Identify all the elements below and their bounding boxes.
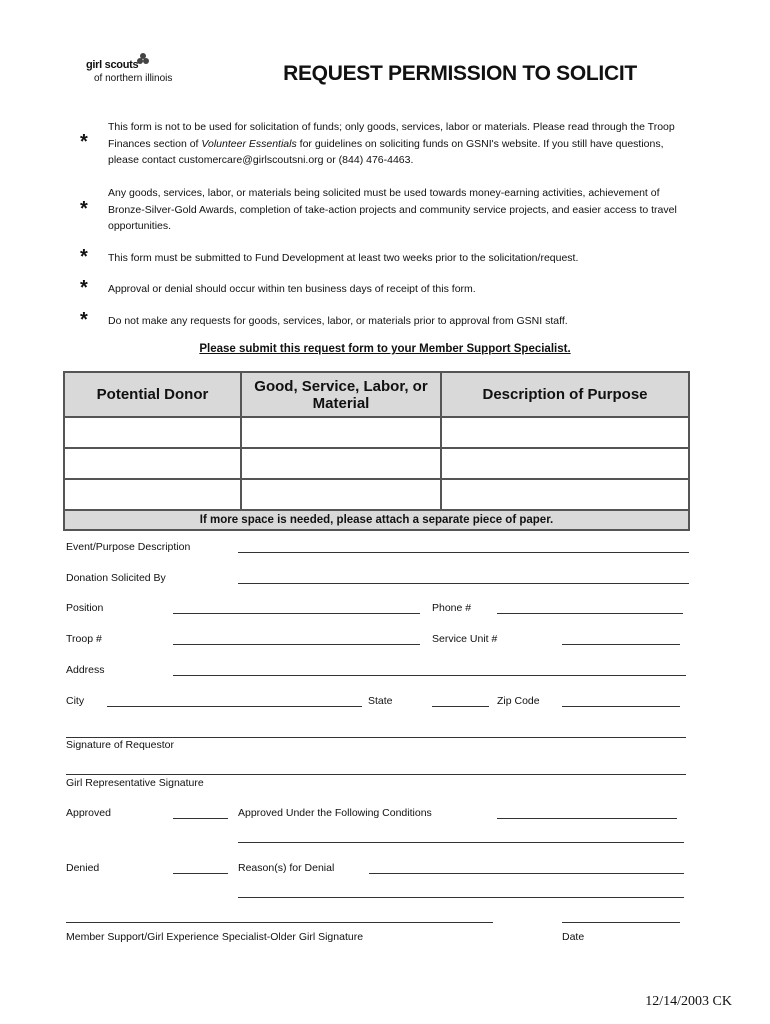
donation-field[interactable]	[238, 583, 689, 584]
table-cell[interactable]	[64, 417, 241, 448]
city-field[interactable]	[107, 706, 362, 707]
service-unit-field[interactable]	[562, 644, 680, 645]
table-footer-note: If more space is needed, please attach a separate piece of paper.	[64, 510, 689, 530]
bullet-star: *	[80, 309, 88, 331]
bullet-star: *	[80, 246, 88, 268]
reasons-field[interactable]	[369, 873, 684, 874]
bullet-star: *	[80, 131, 88, 153]
girl-scouts-logo	[86, 52, 196, 86]
troop-label: Troop #	[66, 633, 102, 645]
table-cell[interactable]	[64, 479, 241, 510]
reasons-field-line2[interactable]	[238, 897, 684, 898]
approved-conditions-label: Approved Under the Following Conditions	[238, 807, 432, 819]
bullet-text-2: Any goods, services, labor, or materials being solicited must be used towards money-earning activities, achievement of Bronze-Silver-Gold Awards, completion of take-action projects and community service projects, and easier access to travel opportunities.	[108, 187, 677, 232]
date-label: Date	[562, 931, 585, 943]
girl-signature-label: Girl Representative Signature	[66, 777, 204, 789]
zip-field[interactable]	[562, 706, 680, 707]
table-cell[interactable]	[241, 479, 441, 510]
bullet-1-italic: Volunteer Essentials	[201, 137, 297, 150]
phone-field[interactable]	[497, 613, 683, 614]
bullet-text-3: This form must be submitted to Fund Development at least two weeks prior to the solicitation/request.	[108, 252, 579, 264]
revision-stamp: 12/14/2003 CK	[645, 994, 732, 1009]
phone-label: Phone #	[432, 602, 472, 614]
troop-field[interactable]	[173, 644, 420, 645]
zip-label: Zip Code	[497, 695, 540, 707]
bullet-star: *	[80, 277, 88, 299]
table-cell[interactable]	[241, 448, 441, 479]
submit-note: Please submit this request form to your Member Support Specialist.	[199, 343, 571, 355]
staff-signature-label: Member Support/Girl Experience Specialist-Older Girl Signature	[66, 931, 364, 943]
approved-field[interactable]	[173, 818, 228, 819]
address-label: Address	[66, 664, 105, 676]
staff-signature-field[interactable]	[66, 922, 493, 923]
logo-text-line1: girl scouts	[86, 59, 139, 71]
reasons-label: Reason(s) for Denial	[238, 862, 335, 874]
conditions-field-line2[interactable]	[238, 842, 684, 843]
requestor-signature-label: Signature of Requestor	[66, 739, 174, 751]
event-field[interactable]	[238, 552, 689, 553]
table-row	[64, 448, 689, 479]
donor-table	[63, 371, 690, 531]
table-row	[64, 479, 689, 510]
requestor-signature-field[interactable]	[66, 737, 686, 738]
denied-field[interactable]	[173, 873, 228, 874]
state-field[interactable]	[432, 706, 489, 707]
denied-label: Denied	[66, 862, 100, 874]
bullet-1-part1: This form is not to be used for solicitation of funds; only goods, services, labor or materials. Please read through the Troop Finances section of	[108, 121, 675, 150]
approved-label: Approved	[66, 807, 111, 819]
bullet-star: *	[80, 198, 88, 220]
header-potential-donor: Potential Donor	[64, 372, 241, 417]
table-cell[interactable]	[441, 479, 689, 510]
position-field[interactable]	[173, 613, 420, 614]
service-unit-label: Service Unit #	[432, 633, 498, 645]
table-cell[interactable]	[441, 417, 689, 448]
position-label: Position	[66, 602, 104, 614]
bullet-text-5: Do not make any requests for goods, services, labor, or materials prior to approval from GSNI staff.	[108, 315, 568, 327]
header-good-service: Good, Service, Labor, or Material	[241, 372, 441, 417]
bullet-text-4: Approval or denial should occur within ten business days of receipt of this form.	[108, 283, 476, 295]
header-description: Description of Purpose	[441, 372, 689, 417]
event-label: Event/Purpose Description	[66, 541, 191, 553]
logo-text-line2: of northern illinois	[94, 73, 173, 84]
donation-label: Donation Solicited By	[66, 572, 166, 584]
bullet-1-part2: for guidelines on soliciting funds on GSNI's website. If you still have questions, please contact customercare@girlscoutsni.org or (844) 476-4463.	[108, 137, 664, 166]
date-field[interactable]	[562, 922, 680, 923]
city-label: City	[66, 695, 85, 707]
table-cell[interactable]	[64, 448, 241, 479]
table-row	[64, 417, 689, 448]
page-title: REQUEST PERMISSION TO SOLICIT	[283, 62, 637, 85]
girl-signature-field[interactable]	[66, 774, 686, 775]
table-cell[interactable]	[241, 417, 441, 448]
conditions-field[interactable]	[497, 818, 677, 819]
table-cell[interactable]	[441, 448, 689, 479]
address-field[interactable]	[173, 675, 686, 676]
state-label: State	[368, 695, 393, 707]
bullet-text-1	[108, 119, 688, 169]
